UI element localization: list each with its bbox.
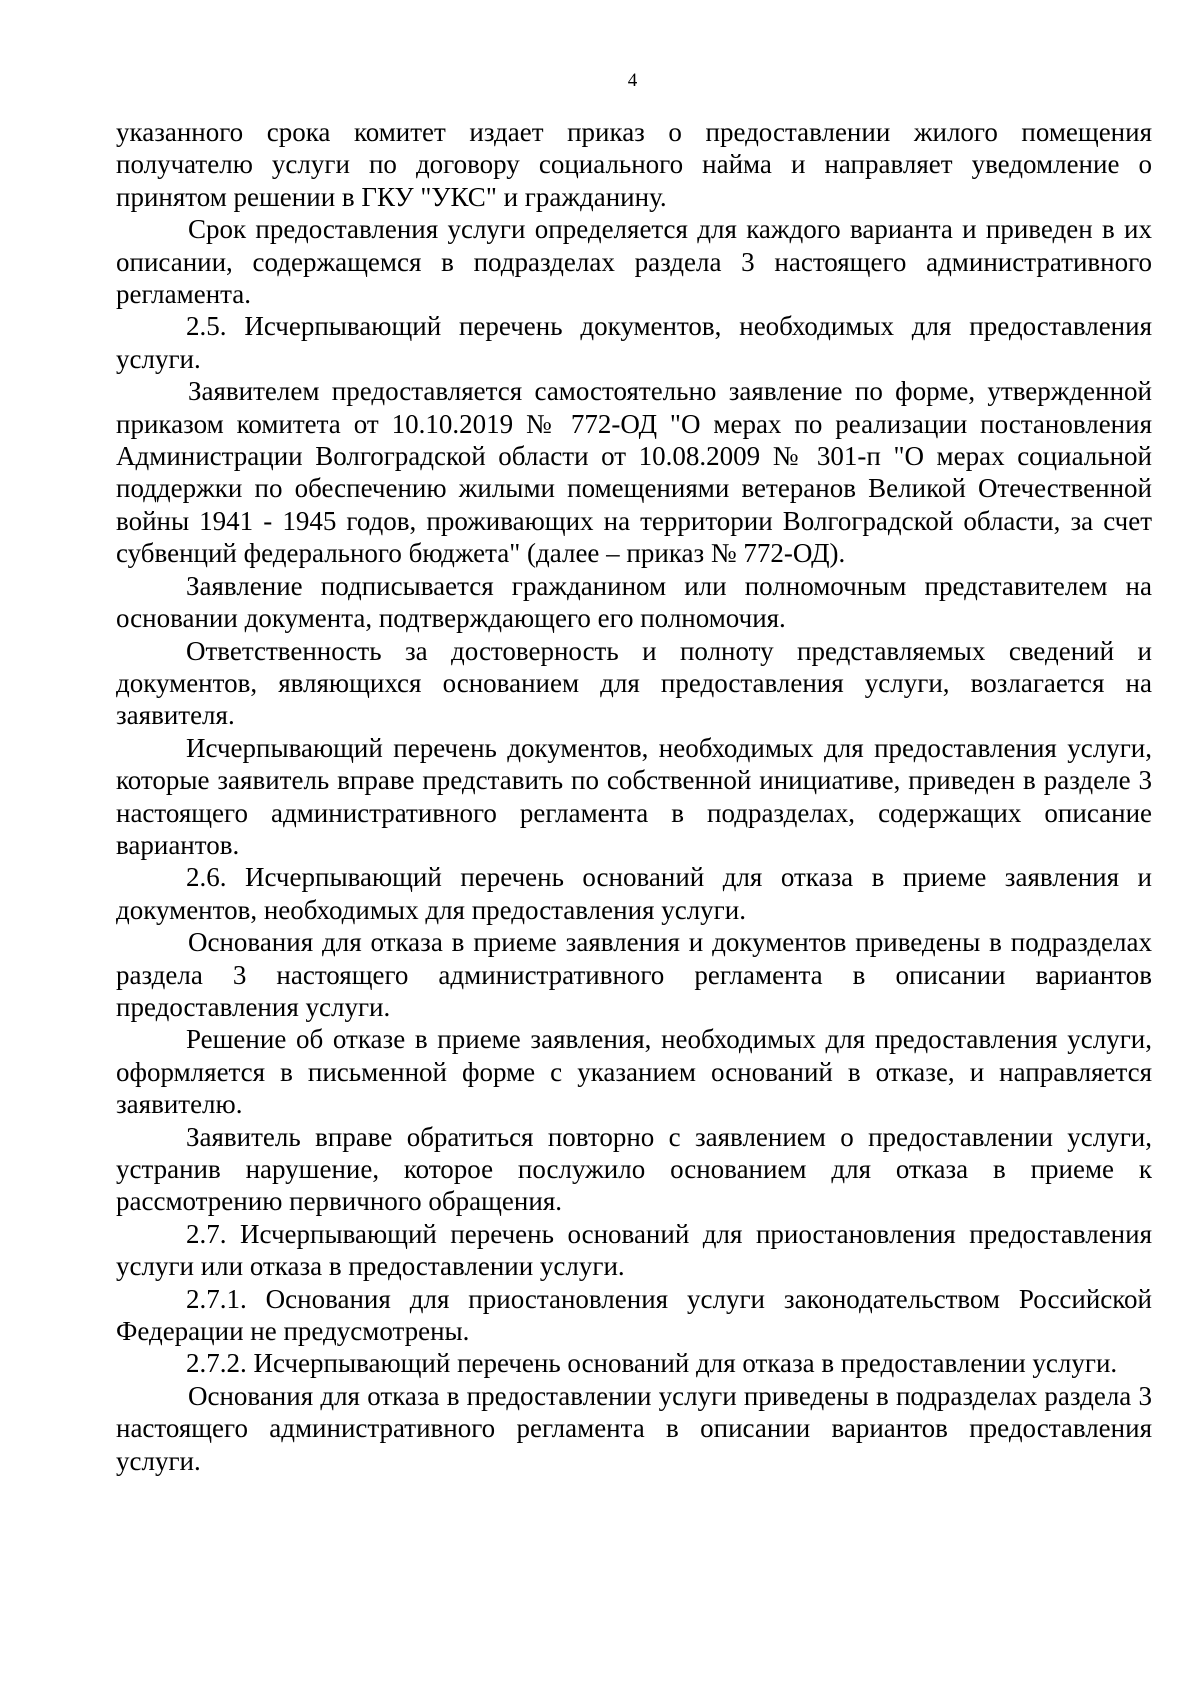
- paragraph-refusal-decision: Решение об отказе в приеме заявления, необходимых для предоставления услуги, оформляется в письменной форме с указанием оснований в отказе, и направляется заявителю.: [116, 1024, 1152, 1120]
- paragraph-application-form: Заявителем предоставляется самостоятельно заявление по форме, утвержденной приказом комитета от 10.10.2019 № 772-ОД "О мерах по реализации постановления Администрации Волгоградской области от 10.08.2009 № 301-п "О мерах социальной поддержки по обеспечению жилыми помещениями ветеранов Великой Отечественной войны 1941 - 1945 годов, проживающих на территории Волгоградской области, за счет субвенций федерального бюджета" (далее – приказ № 772-ОД).: [116, 376, 1152, 569]
- section-heading-2-6: 2.6. Исчерпывающий перечень оснований для отказа в приеме заявления и документов, необходимых для предоставления услуги.: [116, 862, 1152, 925]
- paragraph-refusal-grounds: Основания для отказа в приеме заявления и документов приведены в подразделах раздела 3 настоящего административного регламента в описании вариантов предоставления услуги.: [116, 927, 1152, 1022]
- page-number: 4: [627, 70, 638, 91]
- paragraph-application-signature: Заявление подписывается гражданином или полномочным представителем на основании документа, подтверждающего его полномочия.: [116, 570, 1152, 634]
- document-body: [116, 116, 1152, 1477]
- paragraph-responsibility: Ответственность за достоверность и полноту представляемых сведений и документов, являющихся основанием для предоставления услуги, возлагается на заявителя.: [116, 635, 1152, 731]
- paragraph-service-term: Срок предоставления услуги определяется для каждого варианта и приведен в их описании, содержащемся в подразделах раздела 3 настоящего административного регламента.: [116, 214, 1152, 310]
- section-heading-2-7-2: 2.7.2. Исчерпывающий перечень оснований для отказа в предоставлении услуги.: [186, 1348, 1118, 1379]
- section-heading-2-7: 2.7. Исчерпывающий перечень оснований для приостановления предоставления услуги или отказа в предоставлении услуги.: [116, 1218, 1152, 1282]
- paragraph-continuation: указанного срока комитет издает приказ о предоставлении жилого помещения получателю услуги по договору социального найма и направляет уведомление о принятом решении в ГКУ "УКС" и гражданину.: [116, 117, 1152, 212]
- paragraph-repeat-application: Заявитель вправе обратиться повторно с заявлением о предоставлении услуги, устранив нарушение, которое послужило основанием для отказа в приеме к рассмотрению первичного обращения.: [116, 1121, 1152, 1217]
- section-heading-2-5: 2.5. Исчерпывающий перечень документов, необходимых для предоставления услуги.: [116, 311, 1152, 374]
- paragraph-service-refusal-grounds: Основания для отказа в предоставлении услуги приведены в подразделах раздела 3 настоящего административного регламента в описании вариантов предоставления услуги.: [116, 1380, 1152, 1476]
- paragraph-optional-documents: Исчерпывающий перечень документов, необходимых для предоставления услуги, которые заявитель вправе представить по собственной инициативе, приведен в разделе 3 настоящего административного регламента в подразделах, содержащих описание вариантов.: [116, 732, 1152, 860]
- section-heading-2-7-1: 2.7.1. Основания для приостановления услуги законодательством Российской Федерации не предусмотрены.: [116, 1283, 1152, 1347]
